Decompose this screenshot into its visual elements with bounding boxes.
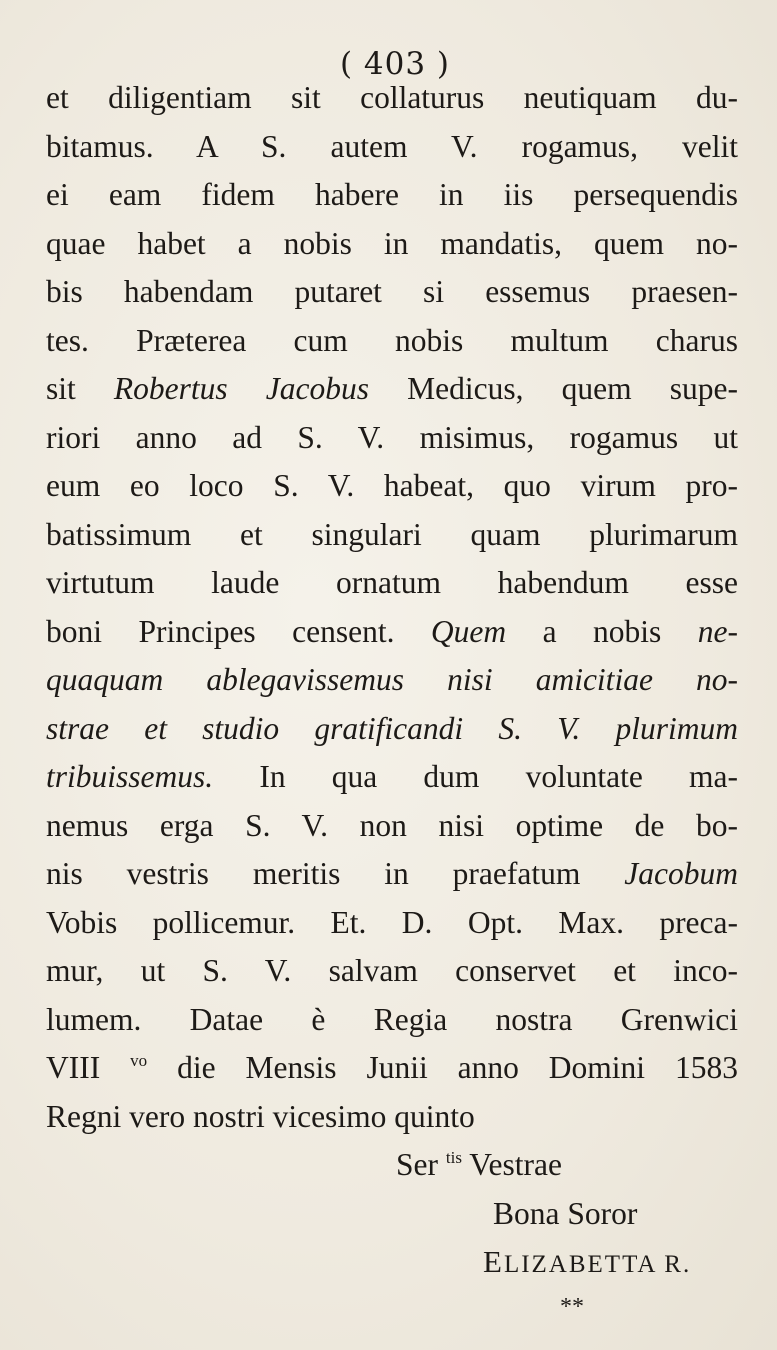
line-text: mur, ut S. V. salvam conservet et inco-	[46, 953, 738, 988]
line-text: a nobis	[506, 613, 698, 649]
signature	[46, 1238, 738, 1287]
signature-name: LIZABETTA R.	[503, 1251, 692, 1278]
line-text: lumem. Datae è Regia nostra Grenwici	[46, 1001, 738, 1037]
line-text: Vobis pollicemur. Et. D. Opt. Max. preca-	[46, 904, 738, 940]
text-line	[46, 996, 738, 1045]
closing-salutation	[46, 1141, 738, 1190]
line-text: riori anno ad S. V. misimus, rogamus ut	[46, 419, 738, 455]
line-text: ei eam fidem habere in iis persequendis	[46, 177, 738, 212]
italic-name: Jacobum	[624, 856, 738, 891]
line-text: Regni vero nostri vicesimo quinto	[46, 1098, 475, 1134]
italic-text: tribuissemus.	[46, 759, 214, 794]
italic-text: Quem	[430, 613, 507, 649]
text-line	[46, 705, 738, 754]
text-line	[46, 462, 738, 511]
line-text: et diligentiam sit collaturus neutiquam du-	[46, 80, 738, 115]
line-text: nemus erga S. V. non nisi optime de bo-	[46, 807, 738, 843]
line-text: eum eo loco S. V. habeat, quo virum pro-	[46, 468, 738, 503]
line-text: Medicus, quem supe-	[369, 371, 738, 406]
text-line	[46, 1093, 738, 1142]
text-line	[46, 365, 738, 414]
line-text: batissimum et singulari quam plurimarum	[46, 516, 738, 552]
line-text: Vestrae	[461, 1147, 562, 1182]
line-text: quae habet a nobis in mandatis, quem no-	[46, 225, 738, 261]
line-text: sit	[46, 371, 114, 406]
text-line	[46, 753, 738, 802]
text-line	[46, 608, 738, 657]
text-line	[46, 656, 738, 705]
text-line	[46, 947, 738, 996]
closing-line: Bona Soror	[493, 1195, 638, 1231]
text-line	[46, 171, 738, 220]
line-text: bitamus. A S. autem V. rogamus, velit	[46, 128, 738, 164]
text-line	[46, 559, 738, 608]
text-line	[46, 317, 738, 366]
text-line	[46, 511, 738, 560]
text-line	[46, 414, 738, 463]
italic-name: Robertus Jacobus	[113, 371, 370, 406]
line-text: VIII	[46, 1050, 131, 1085]
text-line	[46, 1044, 738, 1093]
text-line	[46, 802, 738, 851]
signature-initial: E	[483, 1244, 504, 1279]
text-line	[46, 268, 738, 317]
line-text: virtutum laude ornatum habendum esse	[46, 565, 738, 600]
text-line	[46, 899, 738, 948]
superscript: tis	[445, 1148, 462, 1167]
superscript: vo	[130, 1051, 148, 1070]
text-line	[46, 74, 738, 123]
line-text: Ser	[396, 1147, 438, 1182]
text-line	[46, 123, 738, 172]
italic-text: ne-	[697, 613, 738, 649]
signature-mark: **	[560, 1293, 584, 1320]
italic-text: quaquam ablegavissemus nisi amicitiae no-	[46, 662, 738, 697]
line-text: tes. Præterea cum nobis multum charus	[46, 322, 738, 358]
line-text: nis vestris meritis in praefatum	[46, 856, 625, 891]
line-text: In qua dum voluntate ma-	[213, 759, 738, 794]
line-text: boni Principes censent.	[46, 613, 431, 649]
line-text: bis habendam putaret si essemus praesen-	[46, 274, 738, 309]
text-line	[46, 220, 738, 269]
italic-text: strae et studio gratificandi S. V. plurimum	[46, 710, 738, 746]
text-line	[46, 850, 738, 899]
line-text: die Mensis Junii anno Domini 1583	[147, 1050, 738, 1085]
page-number: ( 403 )	[339, 46, 451, 82]
letter-body	[46, 74, 738, 1335]
